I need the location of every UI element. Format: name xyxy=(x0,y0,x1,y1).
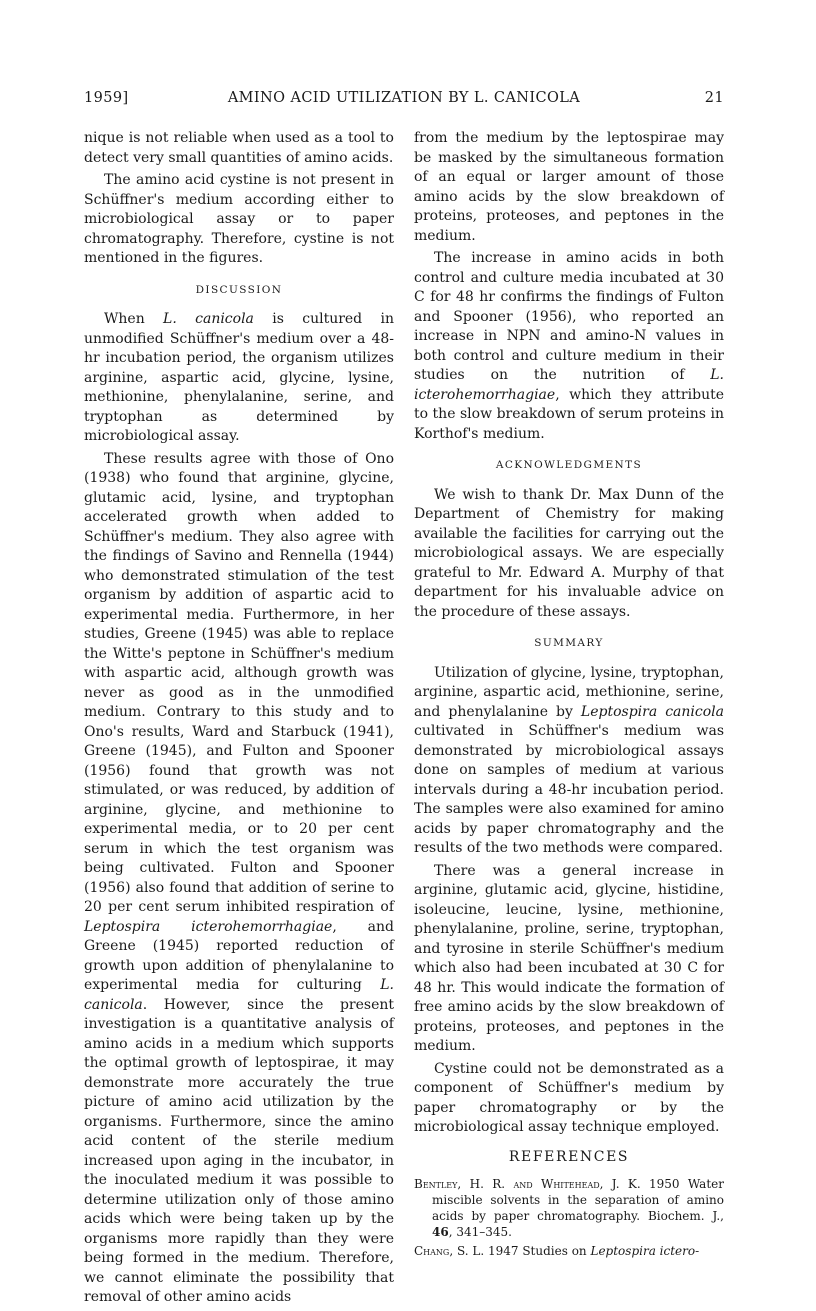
reference-item: Bentley, H. R. and Whitehead, J. K. 1950 Water miscible solvents in the separation of amino acids by paper chromatography. Biochem. J., 46, 341–345. xyxy=(414,1177,724,1239)
paragraph: Cystine could not be demonstrated as a component of Schüffner's medium by paper chromatography or by the microbiological assay technique employed. xyxy=(414,1060,724,1135)
references-heading: REFERENCES xyxy=(508,1148,630,1165)
paragraph: The increase in amino acids in both control and culture media incubated at 30 C for 48 hr confirms the findings of Fulton and Spooner (1956), who reported an increase in NPN and amino-N values in both control and culture medium in their studies on the nutrition of L. icterohemorrhagiae, which they attribute to the slow breakdown of serum proteins in Korthof's medium. xyxy=(414,250,724,442)
discussion-heading: DISCUSSION xyxy=(195,283,283,296)
acknowledgments-heading: ACKNOWLEDGMENTS xyxy=(495,459,643,471)
paragraph: There was a general increase in arginine, glutamic acid, glycine, histidine, isoleucine, leucine, lysine, methionine, phenylalanine, proline, serine, tryptophan, and tyrosine in sterile Schüffner's medium which also had been incubated at 30 C for 48 hr. This would indicate the formation of free amino acids by the slow breakdown of proteins, proteoses, and peptones in the medium. xyxy=(414,862,724,1054)
paragraph: from the medium by the leptospirae may be masked by the simultaneous formation of an equal or larger amount of those amino acids by the slow breakdown of proteins, proteoses, and peptones in the medium. xyxy=(414,130,724,244)
running-title: AMINO ACID UTILIZATION BY L. CANICOLA xyxy=(227,90,581,106)
paragraph: The amino acid cystine is not present in Schüffner's medium according either to microbiological assay or to paper chromatography. Therefore, cystine is not mentioned in the figures. xyxy=(84,172,394,266)
right-column xyxy=(414,129,724,1262)
reference-item: Chang, S. L. 1947 Studies on Leptospira ictero- xyxy=(414,1244,700,1258)
paragraph: These results agree with those of Ono (1938) who found that arginine, glycine, glutamic acid, lysine, and tryptophan accelerated growth when added to Schüffner's medium. They also agree with the findings of Savino and Rennella (1944) who demonstrated stimulation of the test organism by addition of aspartic acid to experimental media. Furthermore, in her studies, Greene (1945) was able to replace the Witte's peptone in Schüffner's medium with aspartic acid, although growth was never as good as in the unmodified medium. Contrary to this study and to Ono's results, Ward and Starbuck (1941), Greene (1945), and Fulton and Spooner (1956) found that growth was not stimulated, or was reduced, by addition of arginine, glycine, and methionine to experimental media, or to 20 per cent serum in which the test organism was being cultivated. Fulton and Spooner (1956) also found that addition of serine to 20 per cent serum inhibited respiration of Leptospira icterohemorrhagiae, and Greene (1945) reported reduction of growth upon addition of phenylalanine to experimental media for culturing L. canicola. However, since the present investigation is a quantitative analysis of amino acids in a medium which supports the optimal growth of leptospirae, it may demonstrate more accurately the true picture of amino acid utilization by the organisms. Furthermore, since the amino acid content of the sterile medium increased upon aging in the incubator, in the inoculated medium it was possible to determine utilization only of those amino acids which were being taken up by the organisms more rapidly than they were being formed in the medium. Therefore, we cannot eliminate the possibility that removal of other amino acids xyxy=(84,450,394,1305)
paragraph: Utilization of glycine, lysine, tryptophan, arginine, aspartic acid, methionine, serine, and phenylalanine by Leptospira canicola cultivated in Schüffner's medium was demonstrated by microbiological assays done on samples of medium at various intervals during a 48-hr incubation period. The samples were also examined for amino acids by paper chromatography and the results of the two methods were compared. xyxy=(414,664,724,856)
page-number: 21 xyxy=(704,90,724,106)
paragraph: We wish to thank Dr. Max Dunn of the Department of Chemistry for making available the facilities for carrying out the microbiological assays. We are especially grateful to Mr. Edward A. Murphy of that department for his invaluable advice on the procedure of these assays. xyxy=(414,486,724,620)
header-year: 1959] xyxy=(84,90,129,106)
left-column xyxy=(84,129,394,1311)
paragraph: When L. canicola is cultured in unmodified Schüffner's medium over a 48-hr incubation period, the organism utilizes arginine, aspartic acid, glycine, lysine, methionine, phenylalanine, serine, and tryptophan as determined by microbiological assay. xyxy=(84,311,394,444)
summary-heading: SUMMARY xyxy=(534,637,604,649)
paragraph: nique is not reliable when used as a tool to detect very small quantities of amino acids. xyxy=(84,130,394,166)
page-header xyxy=(84,90,724,112)
